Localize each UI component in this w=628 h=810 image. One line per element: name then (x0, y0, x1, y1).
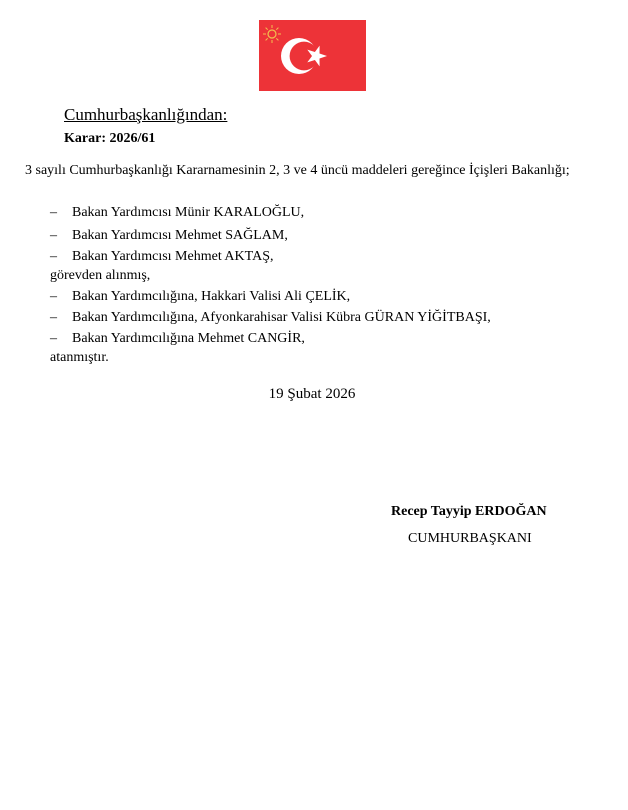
appointed-item: Bakan Yardımcılığına, Afyonkarahisar Valisi Kübra GÜRAN YİĞİTBAŞI, (72, 310, 491, 325)
dismissed-label: görevden alınmış, (50, 268, 151, 283)
dismissed-item: Bakan Yardımcısı Münir KARALOĞLU, (72, 205, 305, 220)
signer-name: Recep Tayyip ERDOĞAN (391, 504, 547, 519)
decision-number: Karar: 2026/61 (64, 131, 156, 146)
list-item (50, 228, 288, 244)
appointed-item: Bakan Yardımcılığına, Hakkari Valisi Ali ÇELİK, (72, 289, 351, 304)
dash-mark: – (50, 331, 57, 346)
decision-date-row (0, 386, 628, 403)
crescent-star-icon (259, 20, 366, 91)
list-item (50, 289, 350, 305)
decision-date: 19 Şubat 2026 (268, 386, 356, 402)
dismissed-item: Bakan Yardımcısı Mehmet SAĞLAM, (72, 228, 288, 243)
list-item (50, 205, 304, 221)
list-item (50, 331, 305, 347)
issuer-heading: Cumhurbaşkanlığından: (64, 105, 228, 124)
dash-mark: – (50, 228, 57, 243)
appointed-label: atanmıştır. (50, 350, 109, 365)
dash-mark: – (50, 249, 57, 264)
dash-mark: – (50, 310, 57, 325)
presidential-flag-emblem (259, 20, 366, 91)
dash-mark: – (50, 205, 57, 220)
appointed-item: Bakan Yardımcılığına Mehmet CANGİR, (72, 331, 305, 346)
list-item (50, 249, 273, 265)
dismissed-item: Bakan Yardımcısı Mehmet AKTAŞ, (72, 249, 274, 264)
dash-mark: – (50, 289, 57, 304)
signer-title: CUMHURBAŞKANI (408, 531, 532, 546)
list-item (50, 310, 491, 326)
intro-paragraph: 3 sayılı Cumhurbaşkanlığı Kararnamesinin 2, 3 ve 4 üncü maddeleri gereğince İçişleri Bakanlığı; (25, 163, 570, 178)
